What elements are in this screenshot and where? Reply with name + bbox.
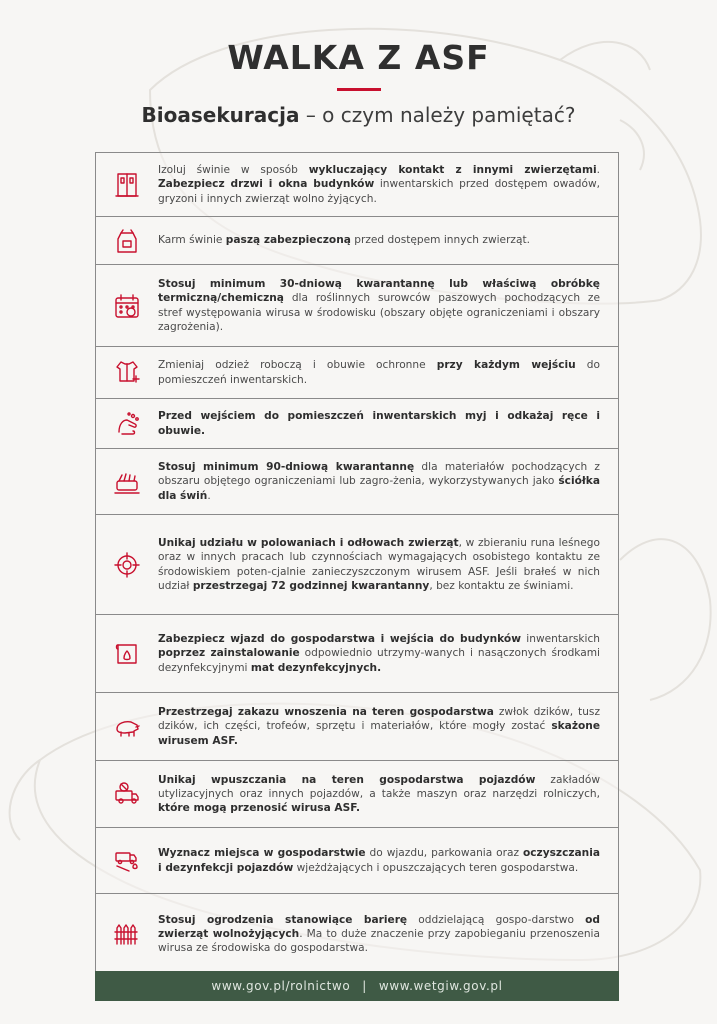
- rule-text-segment: odpowiednio utrzymy-wanych i nasączonych środkami dezynfekcyjnymi: [158, 647, 600, 674]
- rule-text-segment: .: [207, 489, 211, 502]
- rule-text-segment: zwłok dzików, tusz dzików, ich części, trofeów, sprzętu i materiałów, które mogły zostać: [158, 706, 601, 733]
- rule-row: [96, 265, 618, 347]
- rule-text-segment: dla materiałów pochodzących z obszaru objętego ograniczeniami lub zagro-żenia, wykorzystywanych jako: [158, 461, 600, 488]
- hand-washing-icon: [96, 410, 158, 438]
- rule-text-segment: , bez kontaktu ze świniami.: [429, 579, 574, 592]
- rule-row: [96, 894, 618, 974]
- page-title: WALKA Z ASF: [227, 38, 490, 77]
- fence-icon: [96, 920, 158, 948]
- rule-text-bold: przestrzegaj 72 godzinnej kwarantanny: [192, 579, 430, 592]
- building-door-icon: [96, 171, 158, 199]
- rule-text-bold: Wyznacz miejsca w gospodarstwie: [158, 847, 366, 860]
- rule-text-segment: przed dostępem innych zwierząt.: [350, 234, 530, 247]
- rule-text: [158, 277, 618, 334]
- crosshair-icon: [96, 551, 158, 579]
- rule-text-segment: Izoluj świnie w sposób: [158, 164, 309, 177]
- rule-text-bold: Przestrzegaj zakazu wnoszenia na teren gospodarstwa: [158, 706, 494, 719]
- subtitle-bold: Bioasekuracja: [141, 103, 300, 127]
- subtitle-rest: – o czym należy pamiętać?: [299, 103, 576, 127]
- rule-text-bold: od zwierząt wolnożyjących: [158, 913, 600, 940]
- rule-row: [96, 217, 618, 265]
- rule-text-bold: wykluczający kontakt z innymi zwierzętami: [308, 164, 597, 177]
- rule-text-bold: Stosuj minimum 30-dniową kwarantannę lub właściwą obróbkę termiczną/chemiczną: [158, 278, 600, 305]
- rule-text-bold: paszą zabezpieczoną: [225, 234, 351, 247]
- rule-text: [158, 632, 618, 675]
- rule-text: [158, 409, 618, 437]
- rule-text-segment: inwentarskich: [520, 633, 600, 646]
- rule-text-bold: ściółka dla świń: [158, 475, 600, 502]
- rule-text-segment: dla roślinnych surowców paszowych pochodzących ze stref występowania wirusa w środowisku (obszary objęte ograniczeniami i obszary zagrożenia).: [158, 292, 600, 333]
- rule-text: [158, 773, 618, 816]
- rule-text-segment: oddzielającą gospo-darstwo: [407, 913, 586, 926]
- rule-text-bold: Zabezpiecz wjazd do gospodarstwa i wejścia do budynków: [158, 633, 521, 646]
- rule-text-segment: Zmieniaj odzież roboczą i obuwie ochronne: [158, 359, 437, 372]
- rule-text: [158, 705, 618, 748]
- rule-text: [158, 913, 618, 956]
- rule-text-bold: Stosuj ogrodzenia stanowiące barierę: [158, 913, 408, 926]
- rule-text-bold: oczyszczania i dezynfekcji pojazdów: [158, 847, 601, 874]
- rule-text-bold: Zabezpiecz drzwi i okna budynków: [158, 178, 375, 191]
- rule-text: [158, 460, 618, 503]
- rule-text: [158, 358, 618, 386]
- rule-text-bold: skażone wirusem ASF.: [158, 720, 600, 747]
- rule-text: [158, 536, 618, 593]
- rule-text-segment: . Ma to duże znaczenie przy zapobieganiu przenoszenia wirusa ze środowiska do gospodarstwa.: [158, 927, 600, 955]
- rule-text: [158, 846, 618, 874]
- feed-sack-icon: [96, 227, 158, 255]
- footer-link-wetgiw[interactable]: www.wetgiw.gov.pl: [378, 979, 503, 993]
- rule-text-bold: Unikaj wpuszczania na teren gospodarstwa pojazdów: [158, 773, 536, 786]
- footer-link-rolnictwo[interactable]: www.gov.pl/rolnictwo: [211, 979, 351, 993]
- rule-text-bold: przy każdym wejściu: [436, 359, 576, 372]
- rule-text-segment: inwentarskich przed dostępem owadów, gryzoni i innych zwierząt wolno żyjących.: [158, 178, 600, 205]
- rule-text-bold: Unikaj udziału w polowaniach i odłowach zwierząt: [158, 537, 459, 550]
- footer-separator: |: [362, 979, 367, 993]
- rule-row: [96, 693, 618, 761]
- rule-row: [96, 399, 618, 449]
- title-divider: [337, 88, 381, 91]
- straw-bedding-icon: [96, 468, 158, 496]
- rule-row: [96, 449, 618, 515]
- vehicle-no-entry-icon: [96, 780, 158, 808]
- rule-text-bold: poprzez zainstalowanie: [158, 647, 300, 660]
- rule-row: [96, 515, 618, 615]
- rule-text-segment: , w zbieraniu runa leśnego oraz w innych pracach lub czynnościach wymagających osobistego kontaktu ze środowiskiem poten-cjalnie zanieczyszczonym wirusem ASF. Jeśli brałeś w nich udział: [158, 537, 600, 592]
- calendar-icon: [96, 292, 158, 320]
- rule-row: [96, 347, 618, 399]
- rule-text-segment: wjeżdżających i opuszczających teren gospodarstwa.: [293, 861, 579, 874]
- rule-row: [96, 153, 618, 217]
- rule-text-bold: Stosuj minimum 90-dniową kwarantannę: [158, 461, 415, 474]
- rule-text-segment: do pomieszczeń inwentarskich.: [158, 359, 601, 386]
- rule-text-segment: zakładów utylizacyjnych oraz innych pojazdów, a także maszyn oraz narzędzi rolniczych,: [158, 773, 600, 800]
- rule-text-bold: które mogą przenosić wirusa ASF.: [158, 802, 360, 815]
- rule-row: [96, 615, 618, 693]
- rule-text-segment: .: [596, 164, 600, 177]
- rules-table: [95, 152, 619, 975]
- vehicle-disinfection-icon: [96, 847, 158, 875]
- rule-text-bold: mat dezynfekcyjnych.: [250, 661, 382, 674]
- rule-text-bold: Przed wejściem do pomieszczeń inwentarskich myj i odkażaj ręce i obuwie.: [158, 410, 600, 437]
- footer-bar: [95, 971, 619, 1001]
- rule-row: [96, 828, 618, 894]
- rule-row: [96, 761, 618, 828]
- disinfection-mat-icon: [96, 640, 158, 668]
- rule-text-segment: Karm świnie: [158, 234, 226, 247]
- wild-boar-icon: [96, 713, 158, 741]
- rule-text: [158, 233, 618, 247]
- page-subtitle: [0, 103, 717, 127]
- rule-text: [158, 163, 618, 206]
- rule-text-segment: do wjazdu, parkowania oraz: [365, 847, 523, 860]
- protective-clothing-icon: [96, 359, 158, 387]
